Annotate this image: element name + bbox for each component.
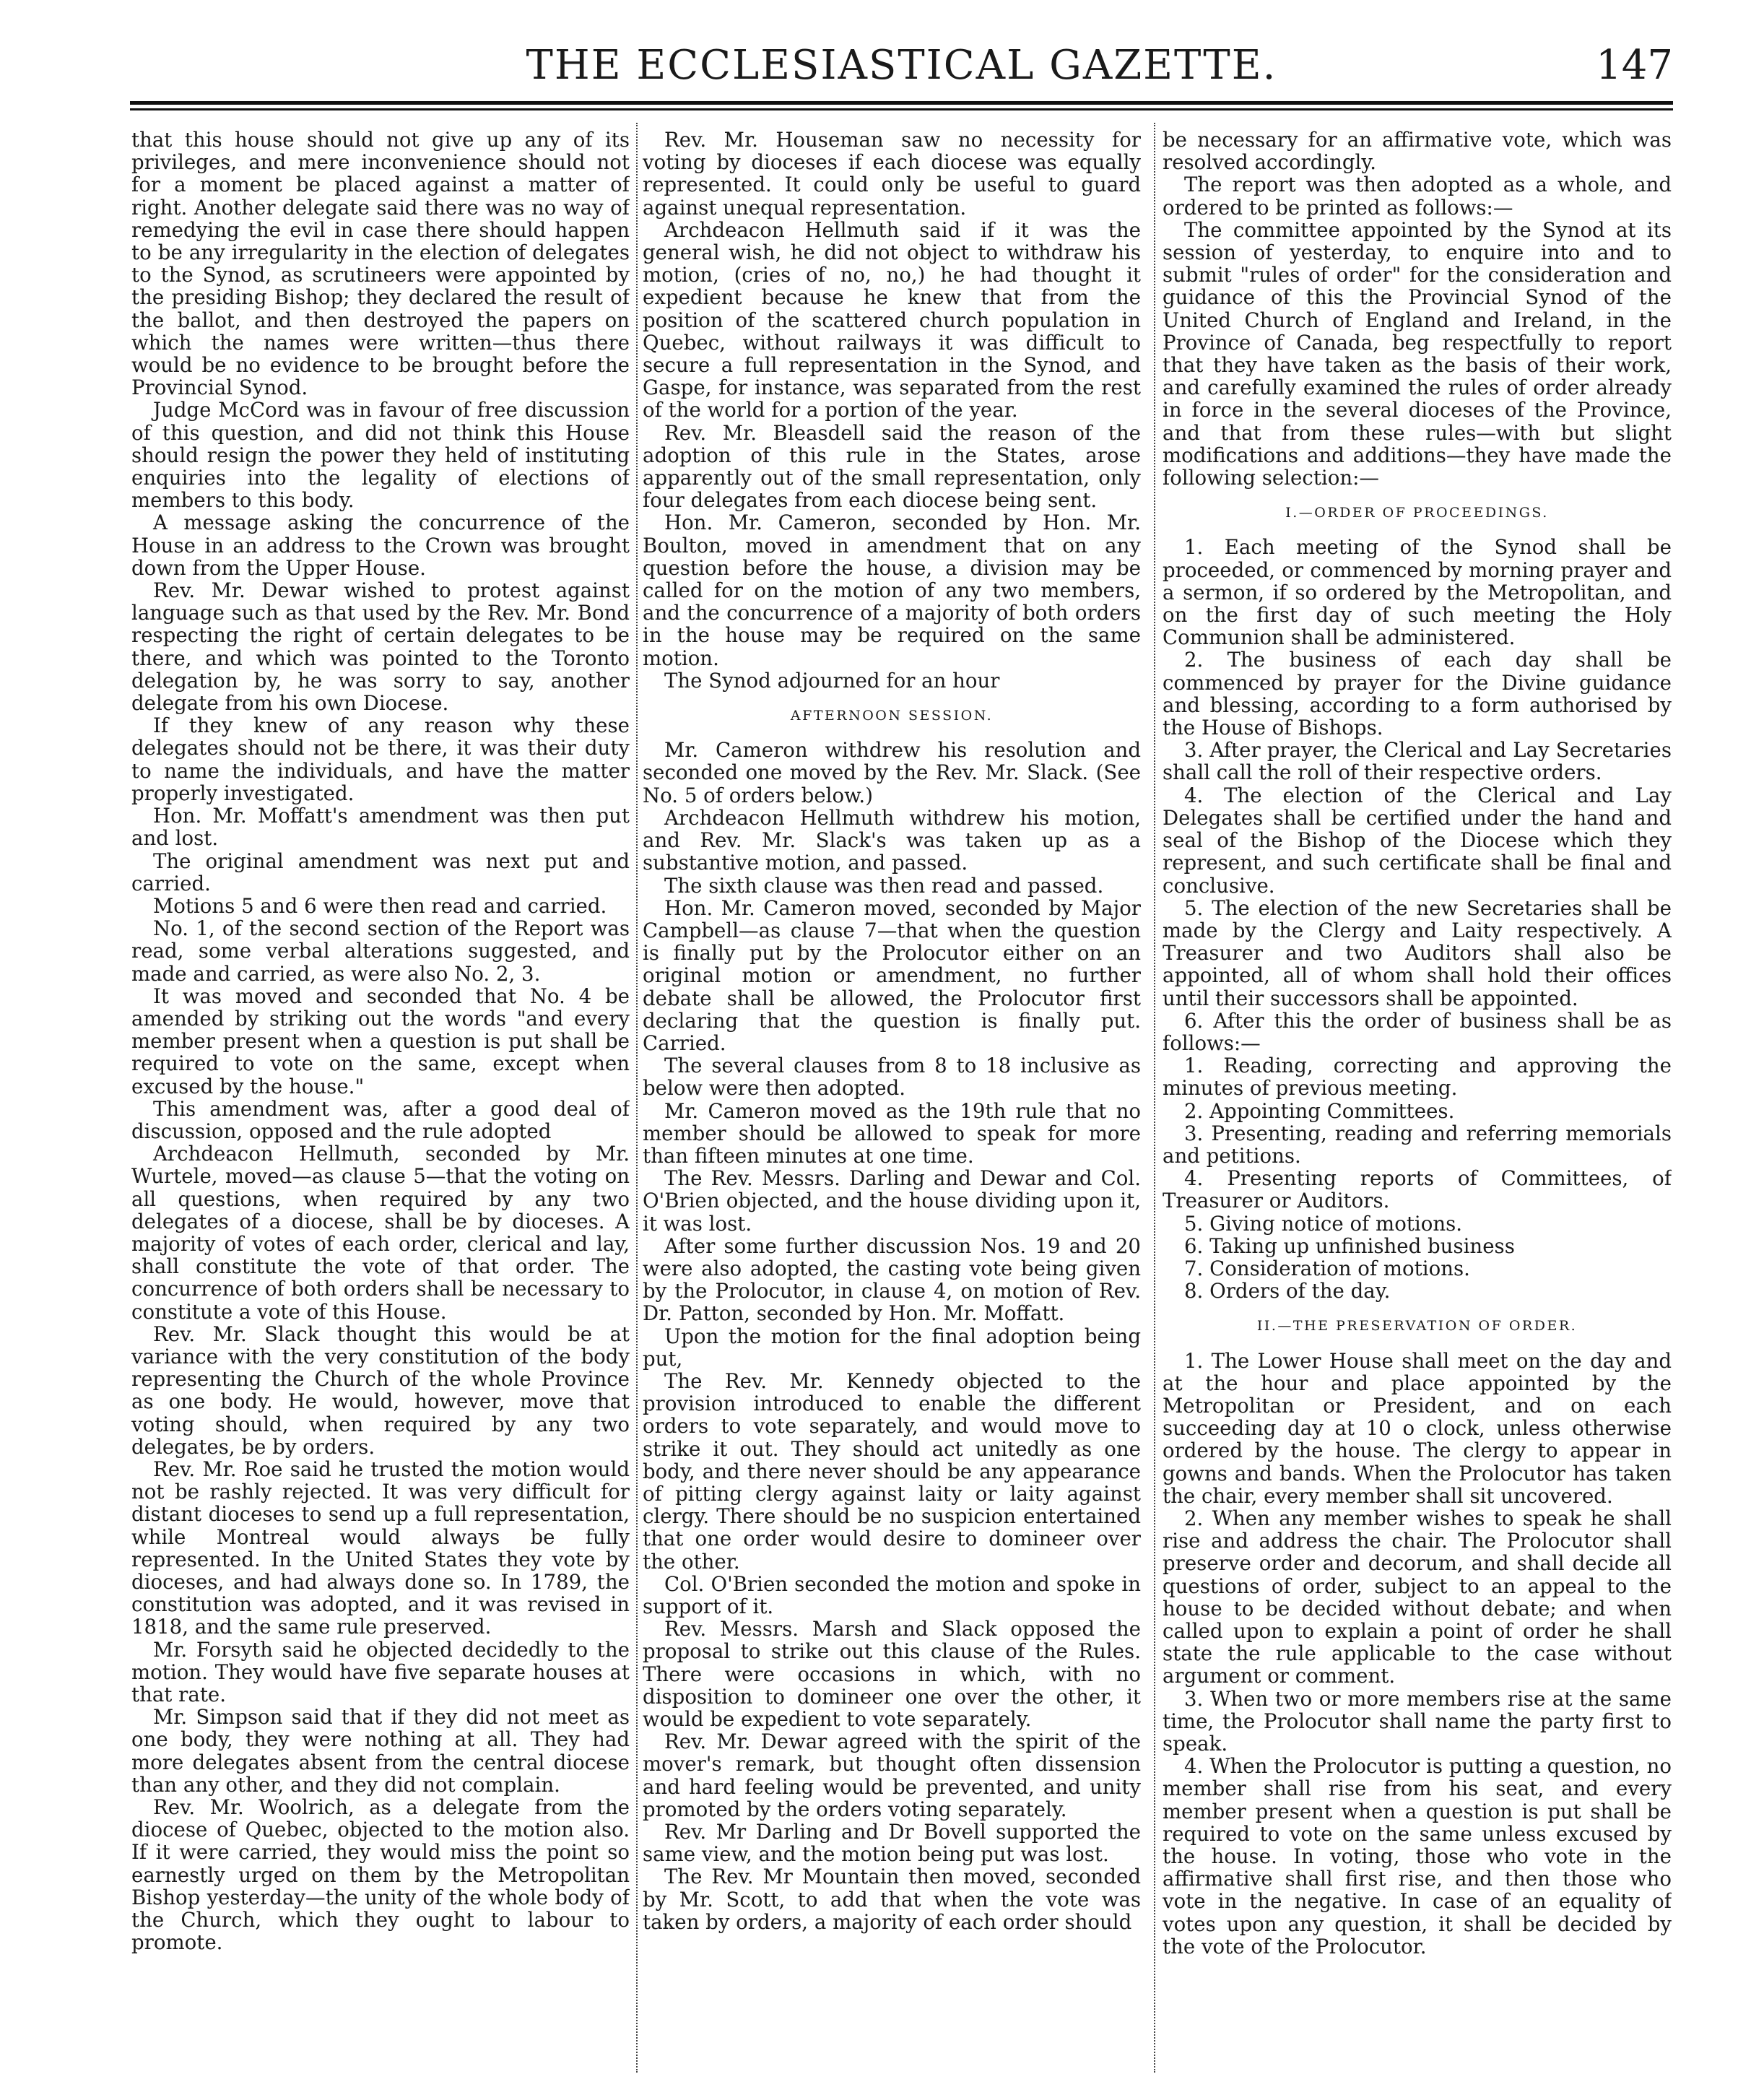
paragraph: The Synod adjourned for an hour [664, 668, 1000, 693]
paragraph: 5. Giving notice of motions. [1184, 1211, 1463, 1236]
paragraph: The original amendment was next put and carried. [131, 849, 630, 895]
paragraph: The committee appointed by the Synod at its session of yesterday, to enquire into and to submit "rules of order" for the consideration and guidance of this the Provincial Synod of the United Church of England and Ireland, in the Province of Canada, beg respectfully to report that they have taken as the basis of their work, and carefully examined the rules of order already in force in the several dioceses of the Province, and that from these rules—with but slight modifications and additions—they have made the following selection:— [1163, 217, 1672, 490]
page-title: THE ECCLESIASTICAL GAZETTE. [526, 42, 1277, 89]
paragraph: that this house should not give up any of its privileges, and mere inconvenience should not for a moment be placed against a matter of right. Another delegate said there was no way of remedying the evil in case there should happen to be any irregularity in the election of delegates to the Synod, as scrutineers were appointed by the presiding Bishop; they declared the result of the ballot, and then destroyed the papers on which the names were written—thus there would be no evidence to be brought before the Provincial Synod. [131, 129, 630, 400]
paragraph: The report was then adopted as a whole, and ordered to be printed as follows:— [1163, 173, 1672, 220]
text-column-2 [643, 129, 1141, 2078]
paragraph: 3. When two or more members rise at the same time, the Prolocutor shall name the party first to speak. [1163, 1686, 1672, 1756]
paragraph: The Rev. Mr. Kennedy objected to the provision introduced to enable the different orders to vote separately, and would move to strike it out. They should act unitedly as one body, and there never should be any appearance of pitting clergy against laity or laity against clergy. There should be no suspicion entertained that one order would desire to domineer over the other. [643, 1368, 1141, 1574]
paragraph: Col. O'Brien seconded the motion and spoke in support of it. [643, 1571, 1141, 1618]
paragraph: Mr. Cameron moved as the 19th rule that no member should be allowed to speak for more than fifteen minutes at one time. [643, 1098, 1141, 1168]
paragraph: Rev. Mr. Roe said he trusted the motion would not be rashly rejected. It was very difficult for distant dioceses to send up a full representation, while Montreal would always be fully represented. In the United States they vote by dioceses, and had always done so. In 1789, the constitution was adopted, and it was revised in 1818, and the same rule preserved. [131, 1457, 630, 1639]
paragraph: If they knew of any reason why these delegates should not be there, it was their duty to name the individuals, and have the matter properly investigated. [131, 713, 630, 805]
section-heading: II.—THE PRESERVATION OF ORDER. [1256, 1318, 1578, 1335]
header-rule [130, 108, 1673, 110]
paragraph: Rev. Mr. Houseman saw no necessity for voting by dioceses if each diocese was equally represented. It could only be useful to guard against unequal representation. [643, 129, 1141, 220]
paragraph: 3. After prayer, the Clerical and Lay Secretaries shall call the roll of their respective orders. [1163, 738, 1672, 785]
paragraph: 4. When the Prolocutor is putting a question, no member shall rise from his seat, and every member present when a question is put shall be required to vote on the same unless excused by the house. In voting, those who vote in the affirmative shall first rise, and then those who vote in the negative. In case of an equality of votes upon any question, it shall be decided by the vote of the Prolocutor. [1163, 1754, 1672, 1958]
page-number: 147 [1596, 42, 1673, 89]
paragraph: Rev. Mr. Slack thought this would be at variance with the very constitution of the body representing the Church of the whole Province as one body. He would, however, move that voting should, when required by any two delegates, be by orders. [131, 1322, 630, 1459]
paragraph: 5. The election of the new Secretaries shall be made by the Clergy and Laity respectively. A Treasurer and two Auditors shall also be appointed, all of whom shall hold their offices until their successors shall be appointed. [1163, 895, 1672, 1010]
paragraph: Rev. Mr. Bleasdell said the reason of the adoption of this rule in the States, arose apparently out of the small representation, only four delegates from each diocese being sent. [643, 420, 1141, 513]
paragraph: 2. Appointing Committees. [1184, 1098, 1455, 1123]
text-column-1 [131, 129, 630, 2078]
section-heading: I.—ORDER OF PROCEEDINGS. [1285, 505, 1549, 521]
paragraph: 1. Each meeting of the Synod shall be proceeded, or commenced by morning prayer and a sermon, if so ordered by the Metropolitan, and on the first day of such meeting the Holy Communion shall be administered. [1163, 535, 1672, 650]
paragraph: 1. Reading, correcting and approving the minutes of previous meeting. [1163, 1054, 1672, 1101]
paragraph: Mr. Forsyth said he objected decidedly to the motion. They would have five separate houses at that rate. [131, 1637, 630, 1707]
paragraph: Motions 5 and 6 were then read and carried. [153, 893, 607, 918]
paragraph: 4. Presenting reports of Committees, of Treasurer or Auditors. [1163, 1166, 1672, 1213]
paragraph: This amendment was, after a good deal of discussion, opposed and the rule adopted [131, 1096, 630, 1143]
paragraph: Archdeacon Hellmuth said if it was the general wish, he did not object to withdraw his motion, (cries of no, no,) he had thought it expedient because he knew that from the position of the scattered church population in Quebec, without railways it was difficult to secure a full representation in the Synod, and Gaspe, for instance, was separated from the rest of the world for a portion of the year. [643, 217, 1141, 422]
running-head [130, 42, 1673, 100]
paragraph: 1. The Lower House shall meet on the day and at the hour and place appointed by the Metropolitan or President, and on each succeeding day at 10 o clock, unless otherwise ordered by the house. The clergy to appear in gowns and bands. When the Prolocutor has taken the chair, every member shall sit uncovered. [1163, 1348, 1672, 1508]
paragraph: Hon. Mr. Moffatt's amendment was then put and lost. [131, 804, 630, 851]
paragraph: The sixth clause was then read and passed. [664, 873, 1104, 898]
paragraph: 3. Presenting, reading and referring memorials and petitions. [1163, 1121, 1672, 1168]
paragraph: 6. Taking up unfinished business [1184, 1233, 1515, 1258]
paragraph: 4. The election of the Clerical and Lay Delegates shall be certified under the hand and seal of the Bishop of the Diocese which they represent, and such certificate shall be final and conclusive. [1163, 783, 1672, 898]
paragraph: Rev. Mr. Woolrich, as a delegate from the diocese of Quebec, objected to the motion also. If it were carried, they would miss the point so earnestly urged on them by the Metropolitan Bishop yesterday—the unity of the whole body of the Church, which they ought to labour to promote. [131, 1795, 630, 1955]
section-heading: AFTERNOON SESSION. [790, 708, 994, 724]
paragraph: Upon the motion for the final adoption being put, [643, 1324, 1141, 1371]
paragraph: Hon. Mr. Cameron moved, seconded by Major Campbell—as clause 7—that when the question is finally put by the Prolocutor either on an original motion or amendment, no further debate shall be allowed, the Prolocutor first declaring that the question is finally put. Carried. [643, 895, 1141, 1055]
paragraph: After some further discussion Nos. 19 and 20 were also adopted, the casting vote being given by the Prolocutor, in clause 4, on motion of Rev. Dr. Patton, seconded by Hon. Mr. Moffatt. [643, 1233, 1141, 1326]
paragraph: Rev. Mr Darling and Dr Bovell supported the same view, and the motion being put was lost. [643, 1820, 1141, 1867]
paragraph: be necessary for an affirmative vote, which was resolved accordingly. [1163, 129, 1672, 175]
paragraph: 2. When any member wishes to speak he shall rise and address the chair. The Prolocutor shall preserve order and decorum, and shall decide all questions of order, subject to an appeal to the house to be decided without debate; and when called upon to explain a point of order he shall state the rule applicable to the case without argument or comment. [1163, 1506, 1672, 1688]
paragraph: 2. The business of each day shall be commenced by prayer for the Divine guidance and blessing, according to a form authorised by the House of Bishops. [1163, 648, 1672, 740]
text-column-3 [1163, 129, 1672, 2078]
paragraph: Rev. Messrs. Marsh and Slack opposed the proposal to strike out this clause of the Rules. There were occasions in which, with no disposition to domineer one over the other, it would be expedient to vote separately. [643, 1617, 1141, 1732]
paragraph: Archdeacon Hellmuth, seconded by Mr. Wurtele, moved—as clause 5—that the voting on all questions, when required by any two delegates of a diocese, shall be by dioceses. A majority of votes of each order, clerical and lay, shall constitute the vote of that order. The concurrence of both orders shall be necessary to constitute a vote of this House. [131, 1142, 630, 1324]
paragraph: Judge McCord was in favour of free discussion of this question, and did not think this House should resign the power they held of instituting enquiries into the legality of elections of members to this body. [131, 398, 630, 513]
paragraph: Hon. Mr. Cameron, seconded by Hon. Mr. Boulton, moved in amendment that on any question before the house, a division may be called for on the motion of any two members, and the concurrence of a majority of both orders in the house may be required on the same motion. [643, 511, 1141, 670]
paragraph: 6. After this the order of business shall be as follows:— [1163, 1008, 1672, 1055]
paragraph: 8. Orders of the day. [1184, 1279, 1391, 1303]
column-divider [1154, 123, 1157, 2073]
paragraph: No. 1, of the second section of the Report was read, some verbal alterations suggested, and made and carried, as were also No. 2, 3. [131, 916, 630, 986]
column-divider [636, 123, 639, 2073]
paragraph: The Rev. Mr Mountain then moved, seconded by Mr. Scott, to add that when the vote was taken by orders, a majority of each order should [643, 1865, 1141, 1934]
paragraph: A message asking the concurrence of the House in an address to the Crown was brought down from the Upper House. [131, 511, 630, 580]
paragraph: It was moved and seconded that No. 4 be amended by striking out the words "and every member present when a question is put shall be required to vote on the same, except when excused by the house." [131, 984, 630, 1098]
paragraph: 7. Consideration of motions. [1184, 1256, 1470, 1280]
paragraph: Rev. Mr. Dewar agreed with the spirit of the mover's remark, but thought often dissension and hard feeling would be prevented, and unity promoted by the orders voting separately. [643, 1730, 1141, 1821]
paragraph: Mr. Simpson said that if they did not meet as one body, they were nothing at all. They had more delegates absent from the central diocese than any other, and they did not complain. [131, 1705, 630, 1797]
header-rule [130, 101, 1673, 105]
paragraph: The several clauses from 8 to 18 inclusive as below were then adopted. [643, 1054, 1141, 1101]
paragraph: Rev. Mr. Dewar wished to protest against language such as that used by the Rev. Mr. Bond respecting the right of certain delegates to be there, and which was pointed to the Toronto delegation by, he was sorry to say, another delegate from his own Diocese. [131, 578, 630, 716]
paragraph: Archdeacon Hellmuth withdrew his motion, and Rev. Mr. Slack's was taken up as a substantive motion, and passed. [643, 805, 1141, 875]
paragraph: Mr. Cameron withdrew his resolution and seconded one moved by the Rev. Mr. Slack. (See No. 5 of orders below.) [643, 738, 1141, 807]
paragraph: The Rev. Messrs. Darling and Dewar and Col. O'Brien objected, and the house dividing upon it, it was lost. [643, 1166, 1141, 1236]
